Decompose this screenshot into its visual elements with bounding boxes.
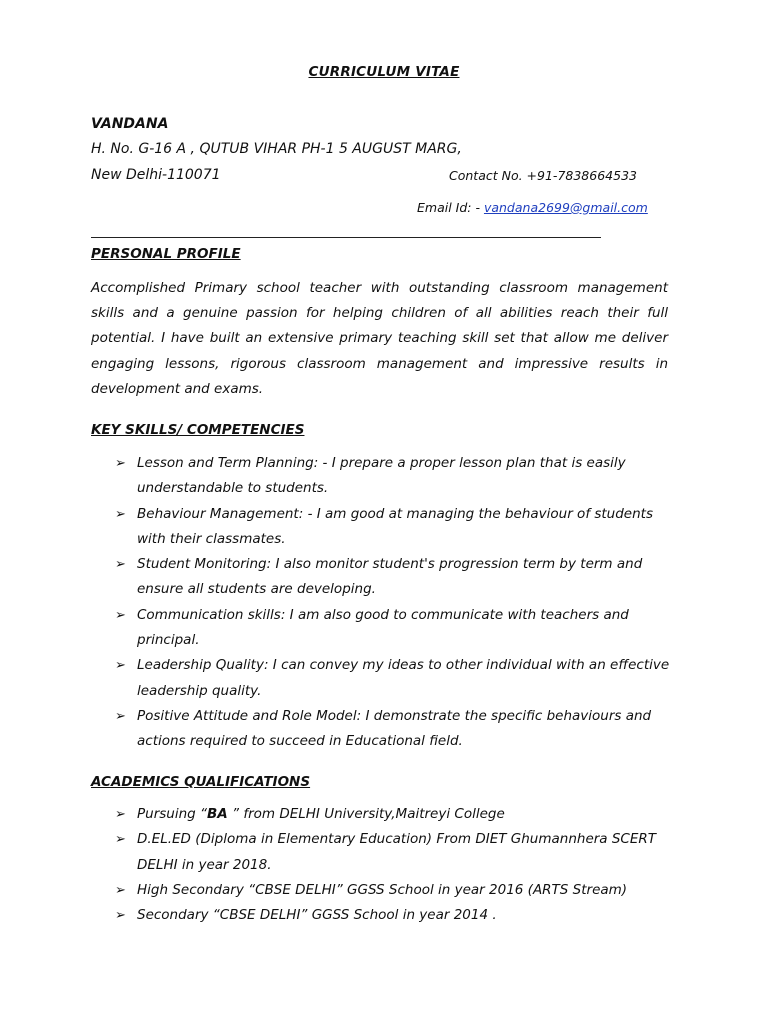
ba-prefix: Pursuing “ [137, 806, 207, 822]
list-item [115, 653, 675, 704]
key-skills-list [115, 451, 675, 755]
list-item [115, 802, 675, 827]
email-row [417, 200, 648, 215]
arrow-bullet-icon: ➢ [115, 708, 126, 724]
arrow-bullet-icon: ➢ [115, 557, 126, 573]
qualification-text: High Secondary “CBSE DELHI” GGSS School in year 2016 (ARTS Stream) [137, 881, 628, 898]
ba-degree: BA [207, 806, 228, 822]
ba-suffix: ” from DELHI University,Maitreyi College [227, 806, 505, 822]
email-link[interactable]: vandana2699@gmail.com [483, 200, 648, 215]
candidate-name: VANDANA [91, 116, 169, 132]
list-item [115, 552, 675, 603]
list-item [115, 903, 675, 928]
document-title: CURRICULUM VITAE [308, 64, 460, 80]
arrow-bullet-icon: ➢ [115, 658, 126, 674]
list-item [115, 451, 675, 502]
list-item [115, 502, 675, 553]
address-line-2: New Delhi-110071 [91, 167, 221, 183]
list-item [115, 878, 675, 903]
skill-text: Leadership Quality: I can convey my ideas to other individual with an effective leadership quality. [137, 657, 670, 699]
personal-profile-heading: PERSONAL PROFILE [91, 246, 241, 262]
arrow-bullet-icon: ➢ [115, 456, 126, 471]
skill-text: Lesson and Term Planning: - I prepare a proper lesson plan that is easily understandable to students. [137, 455, 626, 497]
skill-text: Behaviour Management: - I am good at managing the behaviour of students with their classmates. [137, 505, 653, 547]
arrow-bullet-icon: ➢ [115, 607, 126, 623]
list-item [115, 704, 675, 755]
arrow-bullet-icon: ➢ [115, 807, 126, 822]
academics-list [115, 802, 675, 928]
skill-text: Positive Attitude and Role Model: I demonstrate the specific behaviours and actions required to succeed in Educational field. [137, 707, 652, 750]
skill-text: Student Monitoring: I also monitor student's progression term by term and ensure all students are developing. [137, 556, 643, 598]
arrow-bullet-icon: ➢ [115, 832, 126, 848]
qualification-text: D.EL.ED (Diploma in Elementary Education) From DIET Ghumannhera SCERT DELHI in year 2018. [137, 831, 657, 873]
address-line-1: H. No. G-16 A , QUTUB VIHAR PH-1 5 AUGUST MARG, [91, 141, 462, 157]
contact-number: Contact No. +91-7838664533 [449, 168, 637, 183]
list-item [115, 827, 675, 878]
list-item [115, 603, 675, 654]
qualification-text: Secondary “CBSE DELHI” GGSS School in year 2014 . [137, 907, 497, 924]
personal-profile-text: Accomplished Primary school teacher with outstanding classroom management skills and a genuine passion for helping children of all abilities reach their full potential. I have built an extensive primary teaching skill set that allow me deliver engaging lessons, rigorous classroom management and impressive results in development and exams. [91, 280, 668, 397]
academics-heading: ACADEMICS QUALIFICATIONS [91, 774, 311, 790]
arrow-bullet-icon: ➢ [115, 506, 126, 522]
skill-text: Communication skills: I am also good to communicate with teachers and principal. [137, 606, 629, 649]
email-label: Email Id: - [417, 200, 484, 215]
arrow-bullet-icon: ➢ [115, 882, 126, 898]
header-divider [91, 237, 601, 238]
key-skills-heading: KEY SKILLS/ COMPETENCIES [91, 422, 305, 438]
arrow-bullet-icon: ➢ [115, 908, 126, 924]
